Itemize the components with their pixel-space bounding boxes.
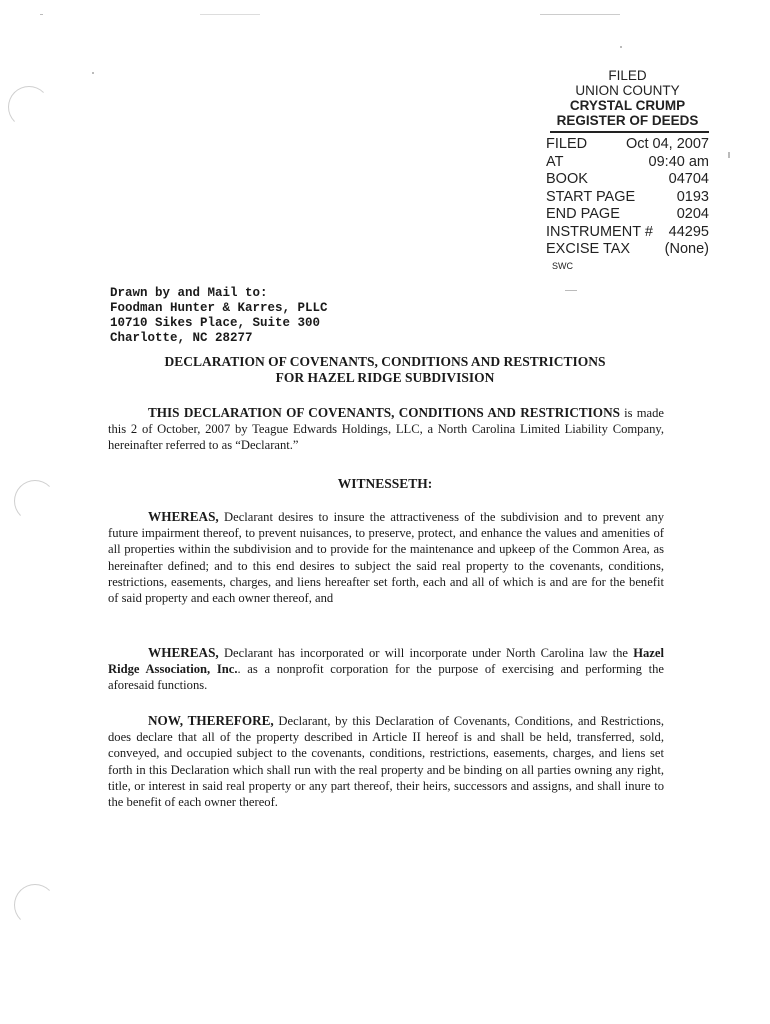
stamp-row-value: Oct 04, 2007 [625, 136, 709, 152]
intro-lead: THIS DECLARATION OF COVENANTS, CONDITIONS AND RESTRICTIONS [148, 405, 620, 420]
whereas-paragraph-1 [108, 509, 664, 606]
mail-to-line: Charlotte, NC 28277 [110, 331, 253, 345]
punch-hole-mark [14, 480, 56, 522]
title-line: DECLARATION OF COVENANTS, CONDITIONS AND RESTRICTIONS [164, 354, 606, 369]
now-therefore-paragraph [108, 713, 664, 810]
stamp-filed-heading: FILED [608, 68, 647, 83]
stamp-row-value: (None) [664, 241, 709, 257]
stamp-row-value: 0204 [676, 206, 709, 222]
scan-speck [540, 14, 620, 15]
title-line: FOR HAZEL RIDGE SUBDIVISION [275, 370, 495, 385]
stamp-row-label: END PAGE [546, 206, 620, 222]
scan-speck [620, 46, 622, 48]
intro-text: is made this 2 of October, 2007 by Teague Edwards Holdings, LLC, a North Carolina Limited Liability Company, hereinafter referred to as “Declarant.” [108, 406, 665, 453]
stamp-row [540, 189, 715, 207]
stamp-row-label: AT [546, 153, 564, 170]
stamp-row-value: 44295 [668, 223, 709, 240]
stamp-row [540, 241, 715, 259]
intro-paragraph [108, 405, 664, 454]
scan-speck [92, 72, 94, 74]
stamp-row [540, 136, 715, 154]
scan-speck [728, 152, 730, 158]
now-therefore-text: Declarant, by this Declaration of Covenants, Conditions, and Restrictions, does declare that all of the property described in Article II hereof is and shall be held, transferred, sold, conveyed, and occupied subject to the covenants, conditions, restrictions, easements, charges, and liens set forth in this Declaration which shall run with the real property and be binding on all parties owning any right, title, or interest in said real property or any part thereof, their heirs, successors and assigns, and shall inure to the benefit of each owner thereof. [108, 714, 664, 810]
stamp-row-label: BOOK [546, 171, 588, 187]
stamp-register-name: CRYSTAL CRUMP [569, 98, 686, 113]
scan-speck [565, 290, 577, 291]
stamp-row-value: 0193 [676, 188, 709, 205]
stamp-row-value: 04704 [668, 171, 709, 187]
stamp-row [540, 206, 715, 224]
whereas-paragraph-2 [108, 645, 664, 694]
association-name: Hazel Ridge Association, Inc. [108, 646, 664, 677]
scan-speck [200, 14, 260, 15]
mail-to-line: Foodman Hunter & Karres, PLLC [110, 301, 328, 315]
whereas-text: Declarant desires to insure the attractiveness of the subdivision and to prevent any future impairment thereof, to prevent nuisances, to preserve, protect, and enhance the values and amenities of all properties within the subdivision and to provide for the maintenance and upkeep of the Common Area, as hereinafter defined; and to this end desires to subject the said real property to the covenants, conditions, restrictions, easements, charges, and liens hereafter set forth, each and all of which is and are for the benefit of said property and each owner thereof, and [108, 510, 664, 606]
whereas-lead: WHEREAS, [148, 509, 219, 524]
mail-to-line: 10710 Sikes Place, Suite 300 [110, 316, 321, 330]
stamp-row [540, 154, 715, 172]
punch-hole-mark [14, 884, 56, 926]
now-therefore-lead: NOW, THEREFORE, [148, 713, 274, 728]
stamp-row-label: EXCISE TAX [546, 241, 631, 257]
stamp-county: UNION COUNTY [575, 83, 680, 98]
stamp-row [540, 171, 715, 189]
whereas-text: Declarant has incorporated or will incorporate under North Carolina law the [223, 646, 628, 660]
witnesseth-heading: WITNESSETH: [337, 476, 433, 491]
stamp-row-label: INSTRUMENT # [546, 223, 653, 240]
scan-speck [40, 14, 43, 15]
recording-stamp [540, 68, 715, 271]
punch-hole-mark [8, 86, 50, 128]
stamp-initials: SWC [552, 260, 573, 271]
stamp-row-label: START PAGE [546, 188, 636, 205]
stamp-row-label: FILED [546, 136, 588, 152]
stamp-divider [550, 131, 709, 133]
mail-to-line: Drawn by and Mail to: [110, 286, 268, 300]
stamp-row [540, 224, 715, 242]
document-title [105, 354, 665, 386]
whereas-text: . as a nonprofit corporation for the purpose of exercising and performing the aforesaid functions. [108, 662, 664, 693]
whereas-lead: WHEREAS, [148, 645, 219, 660]
mail-to-block [110, 286, 328, 346]
stamp-row-value: 09:40 am [648, 153, 709, 170]
stamp-register-title: REGISTER OF DEEDS [556, 113, 699, 128]
